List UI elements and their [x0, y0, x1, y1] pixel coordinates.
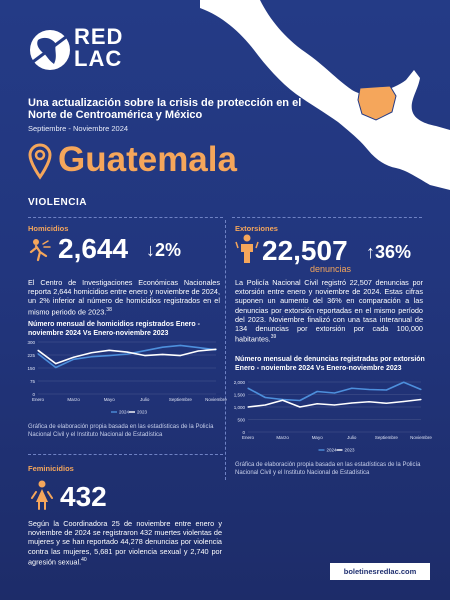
feminicidios-value: 432	[60, 481, 107, 512]
x-tick-label: Julio	[347, 435, 357, 440]
extorsiones-text: La Policía Nacional Civil registró 22,507 denuncias por extorsión entre enero y noviembre de 2024. Estas cifras suponen un aumento del 36% en comparación a las denuncias por extorsión reportadas en el mismo período del 2023. Noviembre finalizó con una tasa interanual de 134 denuncias por extorsión por cada 100,000 habitantes.$^{39}$	[235, 278, 423, 344]
x-tick-label: Mayo	[311, 435, 323, 440]
series-line-2024	[248, 382, 421, 400]
victim-icon	[28, 238, 52, 262]
x-tick-label: Julio	[140, 397, 150, 402]
data-point-2023	[126, 351, 127, 352]
brand-line-1: RED	[74, 24, 124, 49]
y-tick-label: 300	[27, 339, 35, 345]
data-point-2023	[282, 400, 283, 401]
data-point-2023	[317, 403, 318, 404]
homicidios-text: El Centro de Investigaciones Económicas Nacionales reporta 2,644 homicidios entre enero y noviembre de 2024, un 2% inferior al número de homicidios registrados en el mismo periodo de 2023.38	[28, 278, 220, 317]
data-point-2023	[334, 404, 335, 405]
divider-top-left	[28, 217, 223, 218]
data-point-2024	[420, 389, 421, 390]
legend-label: 2023	[344, 447, 355, 453]
y-tick-label: 225	[27, 352, 35, 358]
data-point-2024	[73, 359, 74, 360]
data-point-2023	[198, 350, 199, 351]
data-point-2024	[334, 392, 335, 393]
legend-label: 2023	[137, 409, 148, 415]
data-point-2023	[299, 406, 300, 407]
data-point-2023	[55, 363, 56, 364]
data-point-2024	[198, 347, 199, 348]
data-point-2024	[386, 389, 387, 390]
data-point-2023	[73, 357, 74, 358]
x-tick-label: Mayo	[103, 397, 115, 402]
series-line-2023	[248, 400, 421, 408]
y-tick-label: 1,000	[233, 404, 245, 410]
data-point-2023	[403, 401, 404, 402]
data-point-2023	[265, 404, 266, 405]
data-point-2024	[126, 354, 127, 355]
data-point-2023	[215, 349, 216, 350]
extorsiones-change: ↑36%	[366, 242, 412, 262]
data-point-2024	[265, 397, 266, 398]
data-point-2023	[180, 355, 181, 356]
extorsiones-chart-note: Gráfica de elaboración propia basada en las estadísticas de la Policía Nacional Civil y el Instituto Nacional de Estadística	[235, 462, 421, 476]
y-tick-label: 0	[32, 391, 35, 397]
brand-line-2: LAC	[74, 46, 123, 71]
legend-label: 2024	[119, 409, 130, 415]
y-tick-label: 1,500	[233, 392, 245, 398]
data-point-2024	[403, 382, 404, 383]
data-point-2023	[420, 399, 421, 400]
data-point-2024	[109, 355, 110, 356]
data-point-2024	[299, 400, 300, 401]
divider-bottom-left	[28, 454, 223, 455]
tagline: Una actualización sobre la crisis de protección en el Norte de Centroamérica y México	[28, 97, 302, 121]
country-title: Guatemala	[58, 140, 237, 179]
x-tick-label: Noviembre	[205, 397, 227, 402]
data-point-2023	[37, 350, 38, 351]
y-tick-label: 75	[29, 378, 35, 384]
feminicidios-text: Según la Coordinadora 25 de noviembre entre enero y noviembre de 2024 se registraron 432 muertes violentas de mujeres y se han reportado 44,278 denuncias por violencia contra las mujeres, 5,681 por violencia sexual y 2,740 por agresión sexual.$^{40}$	[28, 519, 222, 567]
data-point-2023	[369, 401, 370, 402]
x-tick-label: Marzo	[67, 397, 80, 402]
y-tick-label: 2,000	[233, 379, 245, 385]
x-tick-label: Septiembre	[374, 435, 398, 440]
data-point-2024	[317, 391, 318, 392]
homicidios-value: 2,644	[58, 233, 129, 264]
data-point-2024	[91, 356, 92, 357]
extorsiones-chart-title: Número mensual de denuncias registradas por extorsión Enero - noviembre 2024 Vs Enero-noviembre 2023	[235, 356, 425, 372]
section-title: VIOLENCIA	[28, 197, 87, 208]
x-tick-label: Noviembre	[410, 435, 432, 440]
x-tick-label: Septiembre	[168, 397, 192, 402]
data-point-2024	[37, 353, 38, 354]
homicidios-change: ↓2%	[146, 240, 182, 260]
location-pin-icon	[28, 143, 52, 179]
woman-icon	[30, 480, 54, 510]
data-point-2024	[180, 345, 181, 346]
extortion-person-icon	[234, 234, 260, 264]
data-point-2023	[144, 355, 145, 356]
homicidios-label: Homicidios	[28, 224, 69, 233]
x-tick-label: Enero	[31, 397, 45, 402]
brand-name	[74, 26, 123, 70]
data-point-2023	[247, 406, 248, 407]
data-point-2023	[162, 354, 163, 355]
y-tick-label: 500	[237, 417, 245, 423]
y-tick-label: 0	[242, 429, 245, 435]
data-point-2024	[162, 347, 163, 348]
data-point-2024	[55, 367, 56, 368]
divider-top-right	[232, 217, 422, 218]
central-america-map	[200, 0, 450, 190]
y-tick-label: 150	[27, 365, 35, 371]
series-line-2024	[38, 345, 216, 367]
data-point-2024	[247, 388, 248, 389]
extorsiones-unit: denuncias	[310, 264, 352, 274]
period: Septiembre - Noviembre 2024	[28, 124, 129, 133]
data-point-2023	[351, 402, 352, 403]
extorsiones-value: 22,507	[262, 235, 348, 266]
data-point-2024	[351, 388, 352, 389]
homicidios-chart-note: Gráfica de elaboración propia basada en las estadísticas de la Policía Nacional Civil y el Instituto Nacional de Estadística	[28, 424, 214, 438]
legend-label: 2024	[326, 447, 337, 453]
x-tick-label: Marzo	[276, 435, 289, 440]
website-link[interactable]: boletinesredlac.com	[330, 563, 430, 580]
homicidios-chart	[12, 336, 227, 418]
extorsiones-label: Extorsiones	[235, 224, 278, 233]
data-point-2023	[91, 352, 92, 353]
data-point-2024	[144, 350, 145, 351]
homicidios-chart-title: Número mensual de homicidios registrados Enero - noviembre 2024 Vs Enero-noviembre 2023	[28, 321, 200, 337]
extorsiones-chart	[222, 376, 432, 456]
data-point-2023	[386, 403, 387, 404]
x-tick-label: Enero	[241, 435, 255, 440]
data-point-2024	[369, 389, 370, 390]
series-line-2023	[38, 349, 216, 363]
data-point-2023	[109, 350, 110, 351]
feminicidios-label: Feminicidios	[28, 464, 74, 473]
